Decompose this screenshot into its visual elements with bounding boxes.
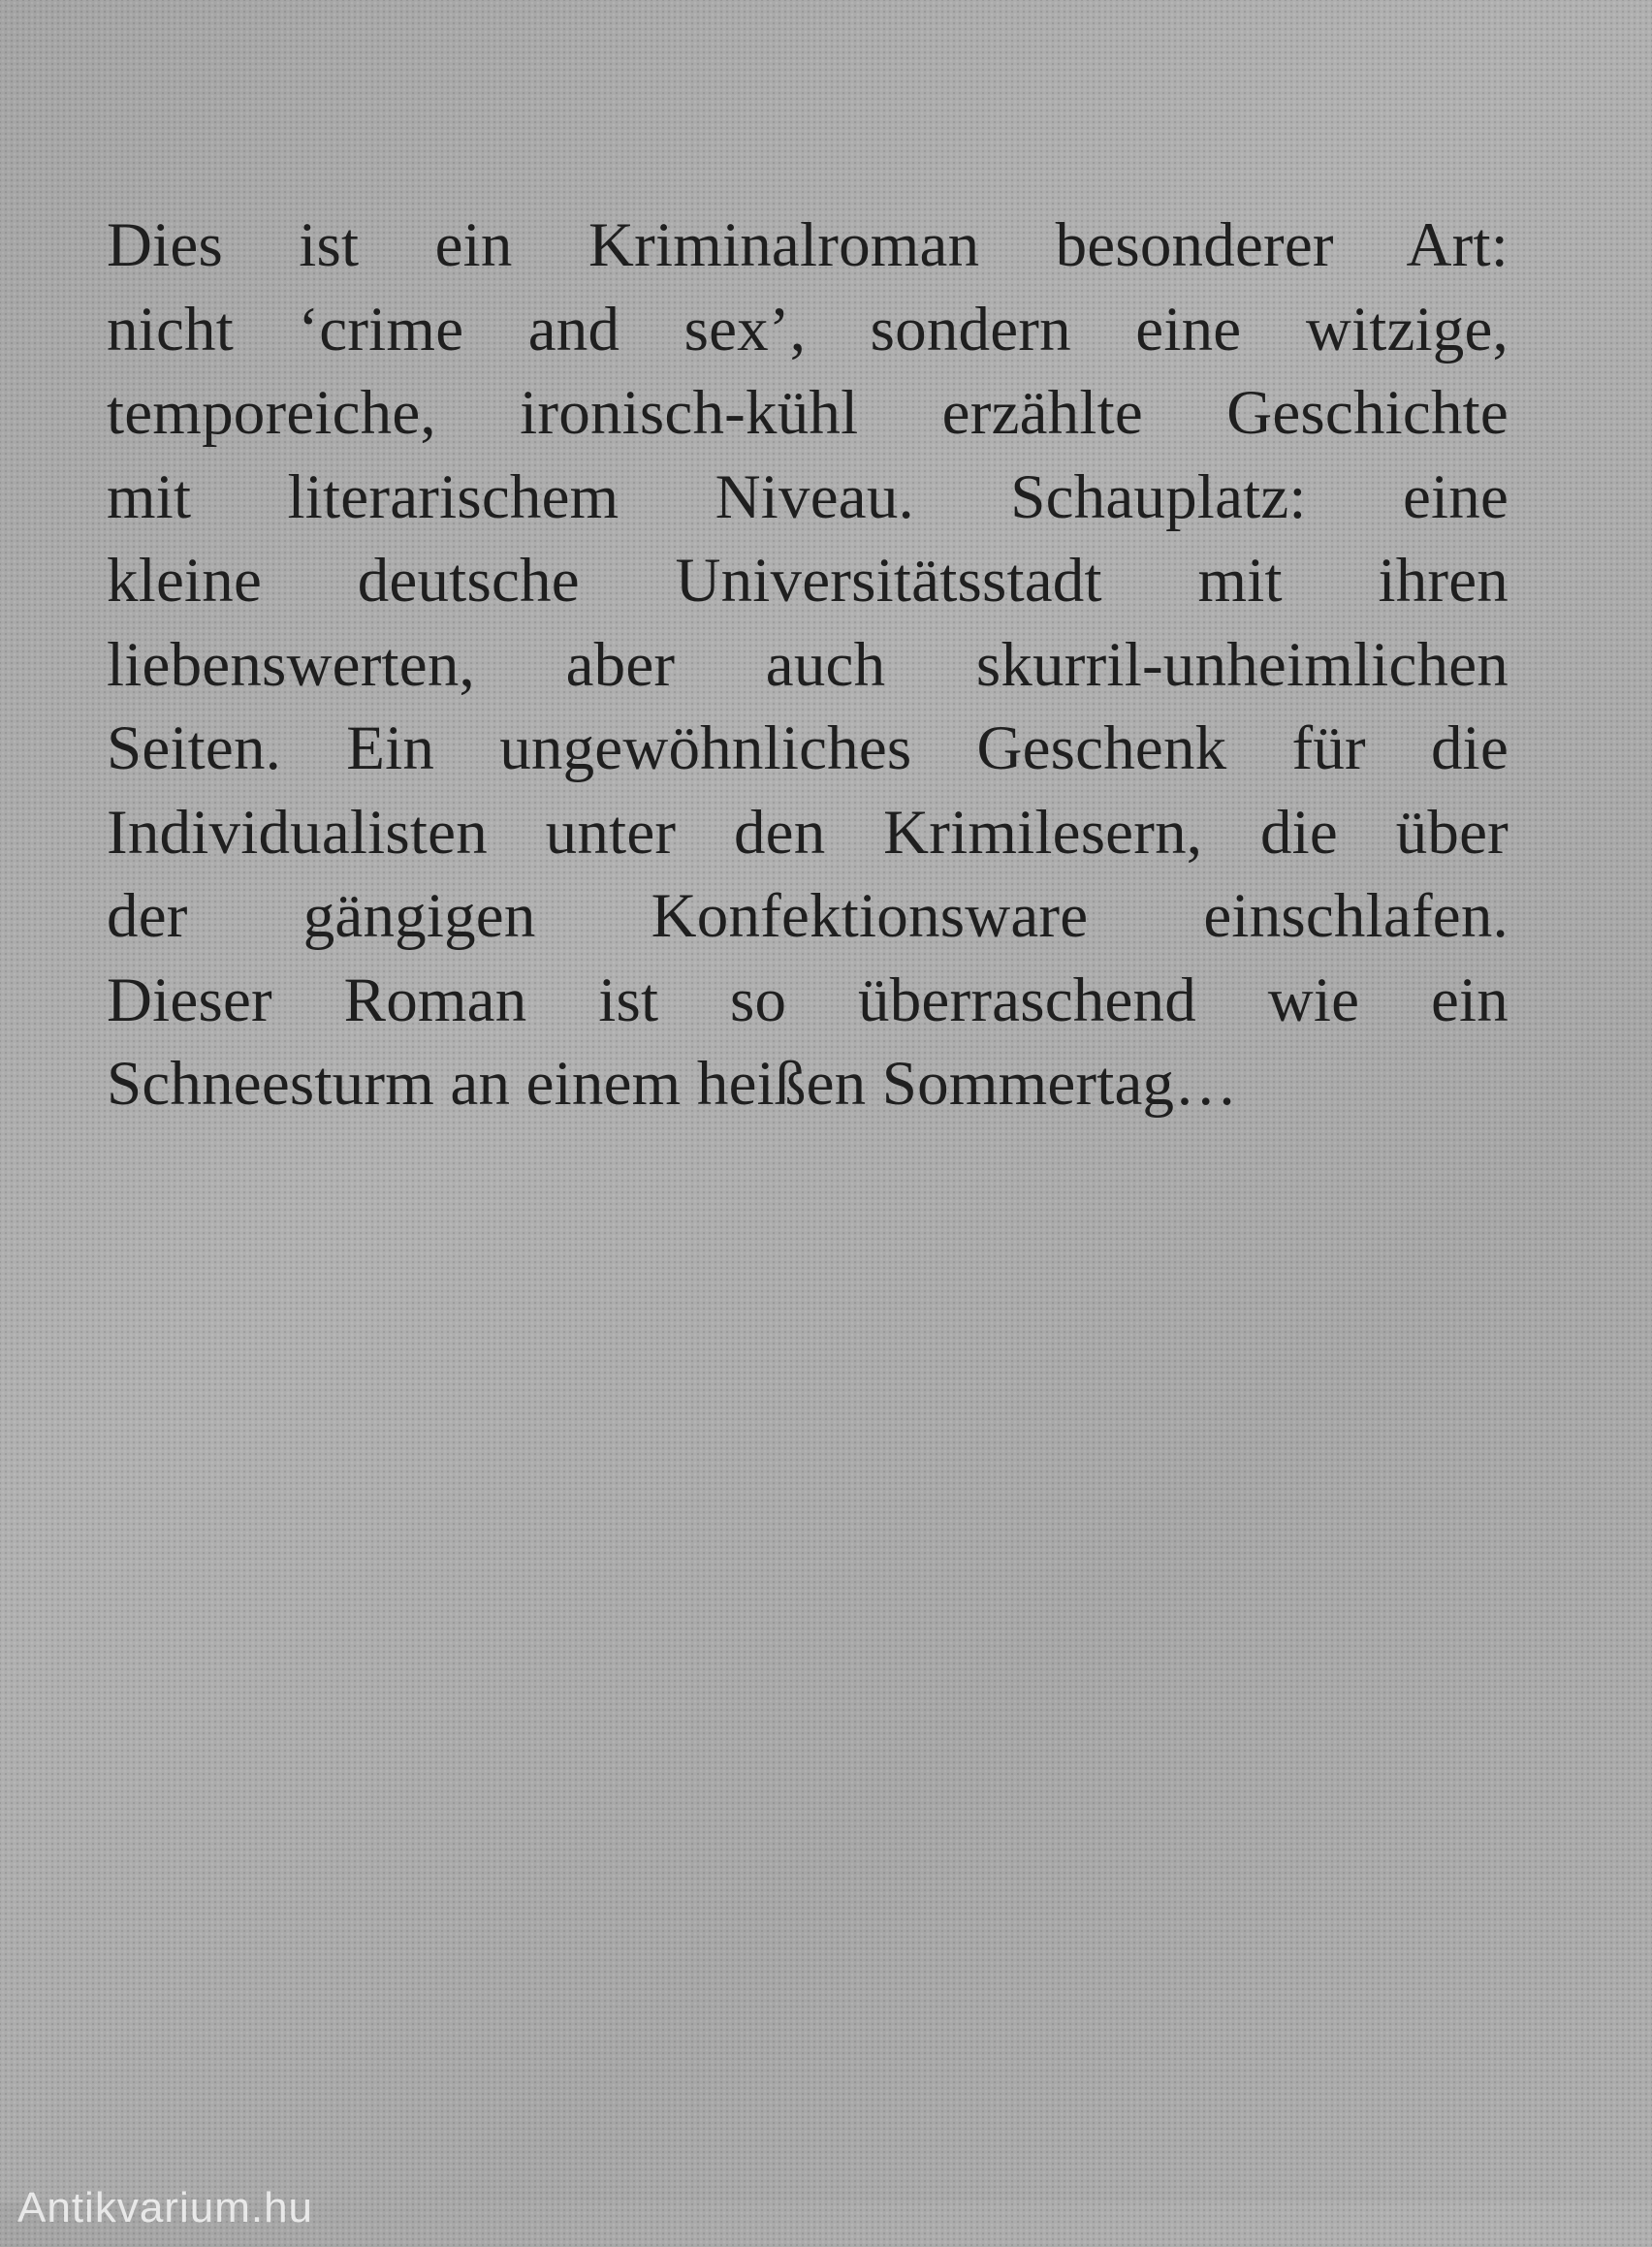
- blurb-text: [107, 204, 1509, 1126]
- blurb-line: Seiten. Ein ungewöhnliches Geschenk für die: [107, 713, 1509, 783]
- blurb-line: temporeiche, ironisch-kühl erzählte Geschichte: [107, 378, 1509, 448]
- blurb-line: kleine deutsche Universitätsstadt mit ihren: [107, 546, 1509, 616]
- blurb-line: nicht ‘crime and sex’, sondern eine witzige,: [107, 294, 1509, 364]
- blurb-line: Individualisten unter den Krimilesern, die über: [107, 797, 1509, 868]
- blurb-line: mit literarischem Niveau. Schauplatz: eine: [107, 461, 1509, 532]
- blurb-line: Dieser Roman ist so überraschend wie ein: [107, 965, 1509, 1035]
- watermark: Antikvarium.hu: [17, 2184, 314, 2231]
- blurb-line: liebenswerten, aber auch skurril-unheimlichen: [107, 629, 1509, 700]
- blurb-line: Schneesturm an einem heißen Sommertag…: [107, 1049, 1238, 1119]
- blurb-line: Dies ist ein Kriminalroman besonderer Art:: [107, 210, 1509, 280]
- blurb-line: der gängigen Konfektionsware einschlafen.: [107, 881, 1509, 951]
